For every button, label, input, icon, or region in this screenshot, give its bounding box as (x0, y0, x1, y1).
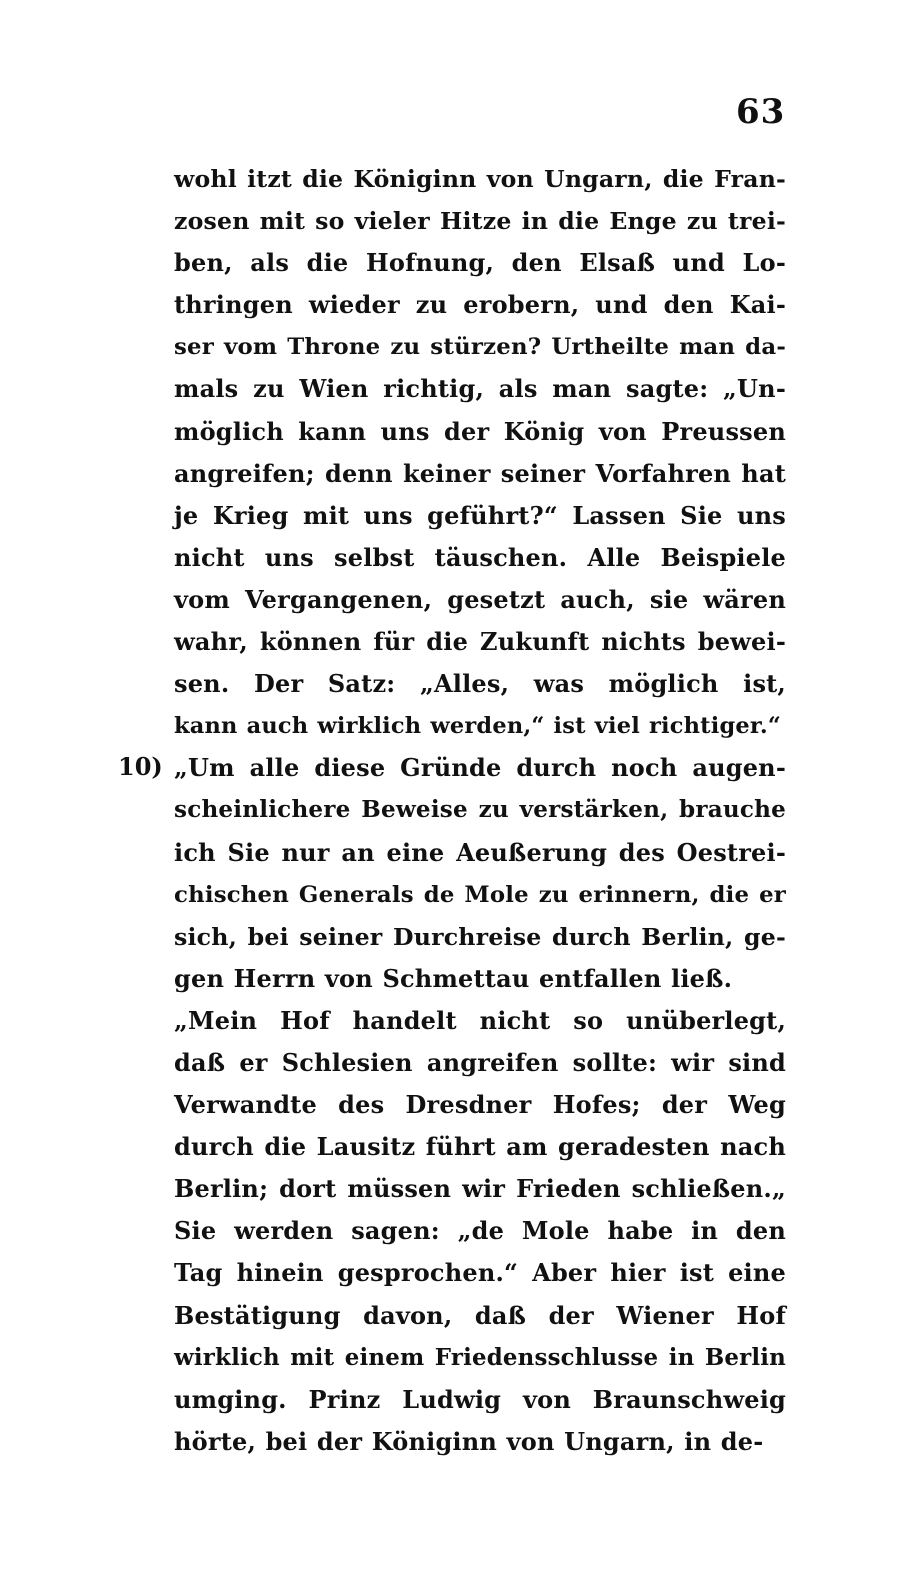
text-line: sich, bei seiner Durchreise durch Berlin, ge- (174, 922, 786, 951)
text-line: wirklich mit einem Friedensschlusse in Berlin (174, 1344, 786, 1371)
text-line: thringen wieder zu erobern, und den Kai- (174, 290, 786, 320)
text-line: Sie werden sagen: „de Mole habe in den (174, 1216, 786, 1246)
text-line: ser vom Throne zu stürzen? Urtheilte man da- (174, 334, 786, 361)
text-line: gen Herrn von Schmettau entfallen ließ. (174, 963, 733, 993)
text-line: angreifen; denn keiner seiner Vorfahren hat (174, 458, 786, 488)
text-line: umging. Prinz Ludwig von Braunschweig (174, 1384, 786, 1414)
text-line: möglich kann uns der König von Preussen (174, 416, 786, 446)
text-line: daß er Schlesien angreifen sollte: wir sind (174, 1047, 786, 1077)
text-line: wahr, können für die Zukunft nichts bewei- (174, 627, 786, 657)
text-line: sen. Der Satz: „Alles, was möglich ist, (174, 669, 786, 699)
text-line: Bestätigung davon, daß der Wiener Hof (174, 1300, 786, 1330)
text-line: zosen mit so vieler Hitze in die Enge zu trei- (174, 207, 786, 236)
text-line: ben, als die Hofnung, den Elsaß und Lo- (174, 248, 786, 278)
text-line: ich Sie nur an eine Aeußerung des Oestrei- (174, 837, 786, 867)
text-line: Tag hinein gesprochen.“ Aber hier ist eine (174, 1258, 786, 1288)
page-number: 63 (736, 92, 786, 132)
text-line: „Um alle diese Gründe durch noch augen- (174, 753, 786, 783)
text-line: Berlin; dort müssen wir Frieden schließen.„ (174, 1174, 786, 1204)
body-text (174, 158, 786, 1463)
text-line: je Krieg mit uns geführt?“ Lassen Sie uns (174, 500, 786, 530)
paragraph-number: 10) (118, 752, 163, 781)
text-line: scheinlichere Beweise zu verstärken, brauche (174, 796, 786, 824)
text-line: kann auch wirklich werden,“ ist viel richtiger.“ (174, 713, 781, 740)
text-line: hörte, bei der Königinn von Ungarn, in de- (174, 1426, 764, 1456)
text-line: nicht uns selbst täuschen. Alle Beispiele (174, 542, 786, 572)
text-line: vom Vergangenen, gesetzt auch, sie wären (174, 584, 786, 614)
text-line: wohl itzt die Königinn von Ungarn, die Fran- (174, 165, 786, 193)
text-line: „Mein Hof handelt nicht so unüberlegt, (174, 1005, 786, 1035)
text-line: mals zu Wien richtig, als man sagte: „Un- (174, 374, 786, 404)
text-line: durch die Lausitz führt am geradesten nach (174, 1132, 786, 1162)
text-line: chischen Generals de Mole zu erinnern, die er (174, 881, 786, 908)
text-line: Verwandte des Dresdner Hofes; der Weg (174, 1090, 786, 1120)
